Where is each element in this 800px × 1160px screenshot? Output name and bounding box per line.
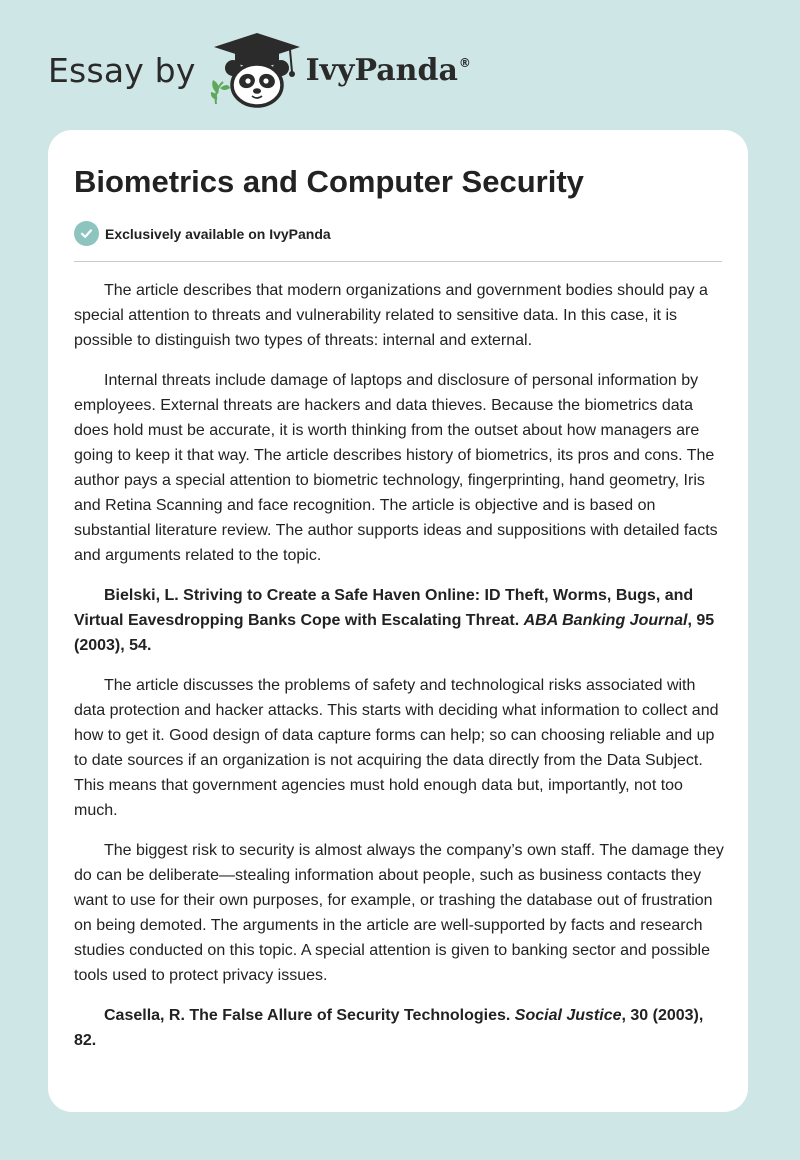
exclusive-badge (74, 221, 331, 246)
brand-header (48, 30, 471, 110)
reference (74, 583, 724, 658)
reference-text: Casella, R. The False Allure of Security Technologies. (104, 1007, 515, 1024)
paragraph: The biggest risk to security is almost always the company’s own staff. The damage they do can be deliberate—stealing information about people, such as business contacts they want to use for their own purposes, for example, or trashing the database out of frustration on being demoted. The arguments in the article are well-supported by facts and research studies conducted on this topic. A special attention is given to banking sector and possible tools used to protect privacy issues. (74, 842, 724, 984)
divider (74, 261, 722, 262)
article-body (74, 278, 724, 1068)
brand-name: IvyPanda (305, 52, 458, 88)
essay-card (48, 130, 748, 1112)
paragraph: The article describes that modern organizations and government bodies should pay a special attention to threats and vulnerability related to sensitive data. In this case, it is possible to distinguish two types of threats: internal and external. (74, 282, 708, 349)
reference (74, 1003, 724, 1053)
reference-journal: Social Justice (514, 1007, 622, 1024)
reference-details: , 95 (2003), 54. (74, 612, 715, 654)
paragraph: Internal threats include damage of laptops and disclosure of personal information by employees. External threats are hackers and data thieves. Because the biometrics data does hold must be accurate, it is worth thinking from the outset about how managers are going to keep it that way. The article describes history of biometrics, its pros and cons. The author pays a special attention to biometric technology, fingerprinting, hand geometry, Iris and Retina Scanning and face recognition. The article is objective and is based on substantial literature review. The author supports ideas and suppositions with detailed facts and arguments related to the topic. (74, 372, 718, 564)
page-title: Biometrics and Computer Security (74, 164, 584, 199)
reference-text: Bielski, L. Striving to Create a Safe Haven Online: ID Theft, Worms, Bugs, and Virtual Eavesdropping Banks Cope with Escalating Threat. (74, 587, 694, 629)
check-icon (74, 221, 99, 246)
reference-journal: ABA Banking Journal (523, 612, 688, 629)
paragraph: The article discusses the problems of safety and technological risks associated with data protection and hacker attacks. This starts with deciding what information to collect and how to get it. Good design of data capture forms can help; so can choosing reliable and up to date sources if an organization is not acquiring the data directly from the Data Subject. This means that government agencies must hold enough data but, importantly, not too much. (74, 677, 719, 819)
registered-mark: ® (458, 56, 471, 70)
reference-details: , 30 (2003), 82. (74, 1007, 704, 1049)
brand-prefix: Essay by (48, 50, 196, 90)
panda-graduate-icon (210, 30, 304, 110)
exclusive-badge-text: Exclusively available on IvyPanda (105, 225, 331, 242)
